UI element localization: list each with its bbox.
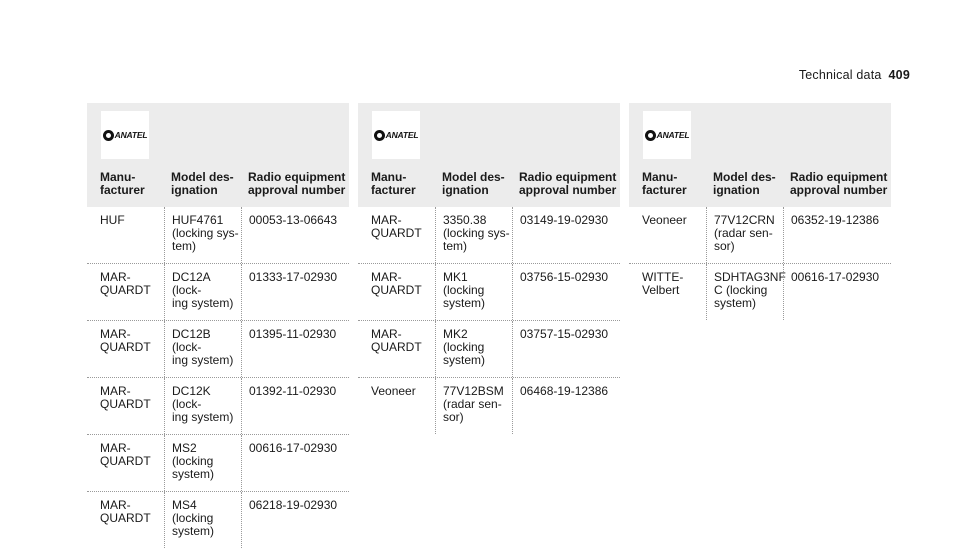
manufacturer-cell: WITTE- Velbert <box>642 270 684 297</box>
logo-text: ANATEL <box>656 130 690 140</box>
logo-text: ANATEL <box>385 130 419 140</box>
model-designation-cell: 77V12CRN (radar sen- sor) <box>706 207 783 263</box>
column-header: Model des- ignation <box>171 170 234 197</box>
table-row <box>87 492 349 548</box>
logo-text: ANATEL <box>114 130 148 140</box>
manufacturer-cell: MAR- QUARDT <box>100 441 151 468</box>
approval-number-cell: 01392-11-02930 <box>241 378 349 434</box>
table-row <box>358 321 620 378</box>
approval-number-cell: 01333-17-02930 <box>241 264 349 320</box>
manufacturer-cell: MAR- QUARDT <box>371 327 422 354</box>
table-row <box>87 378 349 435</box>
approval-table-3 <box>629 103 891 320</box>
column-header: Radio equipment approval number <box>519 170 617 197</box>
manufacturer-cell: MAR- QUARDT <box>100 327 151 354</box>
table-header-row <box>87 163 349 207</box>
table-header-row <box>358 163 620 207</box>
approval-number-cell: 06218-19-02930 <box>241 492 349 548</box>
column-header: Radio equipment approval number <box>790 170 888 197</box>
model-designation-cell: MS2 (locking system) <box>164 435 241 491</box>
model-designation-cell: MS4 (locking system) <box>164 492 241 548</box>
logo-area <box>87 103 349 163</box>
manufacturer-cell: MAR- QUARDT <box>371 213 422 240</box>
approval-number-cell: 03757-15-02930 <box>512 321 620 377</box>
table-row <box>87 435 349 492</box>
manufacturer-cell: Veoneer <box>371 384 416 398</box>
manufacturer-cell: MAR- QUARDT <box>100 498 151 525</box>
manufacturer-cell: Veoneer <box>642 213 687 227</box>
page-number: 409 <box>888 68 910 82</box>
model-designation-cell: DC12A (lock- ing system) <box>164 264 241 320</box>
model-designation-cell: 77V12BSM (radar sen- sor) <box>435 378 512 434</box>
model-designation-cell: DC12B (lock- ing system) <box>164 321 241 377</box>
model-designation-cell: 3350.38 (locking sys- tem) <box>435 207 512 263</box>
column-header: Manu- facturer <box>642 170 687 197</box>
model-designation-cell: MK2 (locking system) <box>435 321 512 377</box>
table-row <box>87 207 349 264</box>
table-row <box>629 264 891 320</box>
section-title: Technical data <box>798 68 882 82</box>
manufacturer-cell: MAR- QUARDT <box>371 270 422 297</box>
page-header <box>799 68 910 82</box>
column-header: Model des- ignation <box>442 170 505 197</box>
table-row <box>87 321 349 378</box>
manufacturer-cell: HUF <box>100 213 125 227</box>
anatel-logo-icon <box>101 111 149 159</box>
manufacturer-cell: MAR- QUARDT <box>100 270 151 297</box>
logo-area <box>358 103 620 163</box>
approval-table-2 <box>358 103 620 434</box>
approval-number-cell: 00616-17-02930 <box>241 435 349 491</box>
table-row <box>358 378 620 434</box>
table-row <box>87 264 349 321</box>
table-row <box>358 207 620 264</box>
model-designation-cell: SDHTAG3NF C (locking system) <box>706 264 783 320</box>
table-header-row <box>629 163 891 207</box>
column-header: Model des- ignation <box>713 170 776 197</box>
approval-number-cell: 00616-17-02930 <box>783 264 891 320</box>
table-row <box>358 264 620 321</box>
anatel-logo-icon <box>372 111 420 159</box>
approval-number-cell: 03756-15-02930 <box>512 264 620 320</box>
model-designation-cell: DC12K (lock- ing system) <box>164 378 241 434</box>
approval-number-cell: 06352-19-12386 <box>783 207 891 263</box>
table-row <box>629 207 891 264</box>
approval-number-cell: 06468-19-12386 <box>512 378 620 434</box>
model-designation-cell: MK1 (locking system) <box>435 264 512 320</box>
manufacturer-cell: MAR- QUARDT <box>100 384 151 411</box>
column-header: Manu- facturer <box>100 170 145 197</box>
model-designation-cell: HUF4761 (locking sys- tem) <box>164 207 241 263</box>
logo-area <box>629 103 891 163</box>
column-header: Manu- facturer <box>371 170 416 197</box>
approval-number-cell: 03149-19-02930 <box>512 207 620 263</box>
approval-table-1 <box>87 103 349 548</box>
approval-number-cell: 00053-13-06643 <box>241 207 349 263</box>
anatel-logo-icon <box>643 111 691 159</box>
approval-number-cell: 01395-11-02930 <box>241 321 349 377</box>
column-header: Radio equipment approval number <box>248 170 346 197</box>
